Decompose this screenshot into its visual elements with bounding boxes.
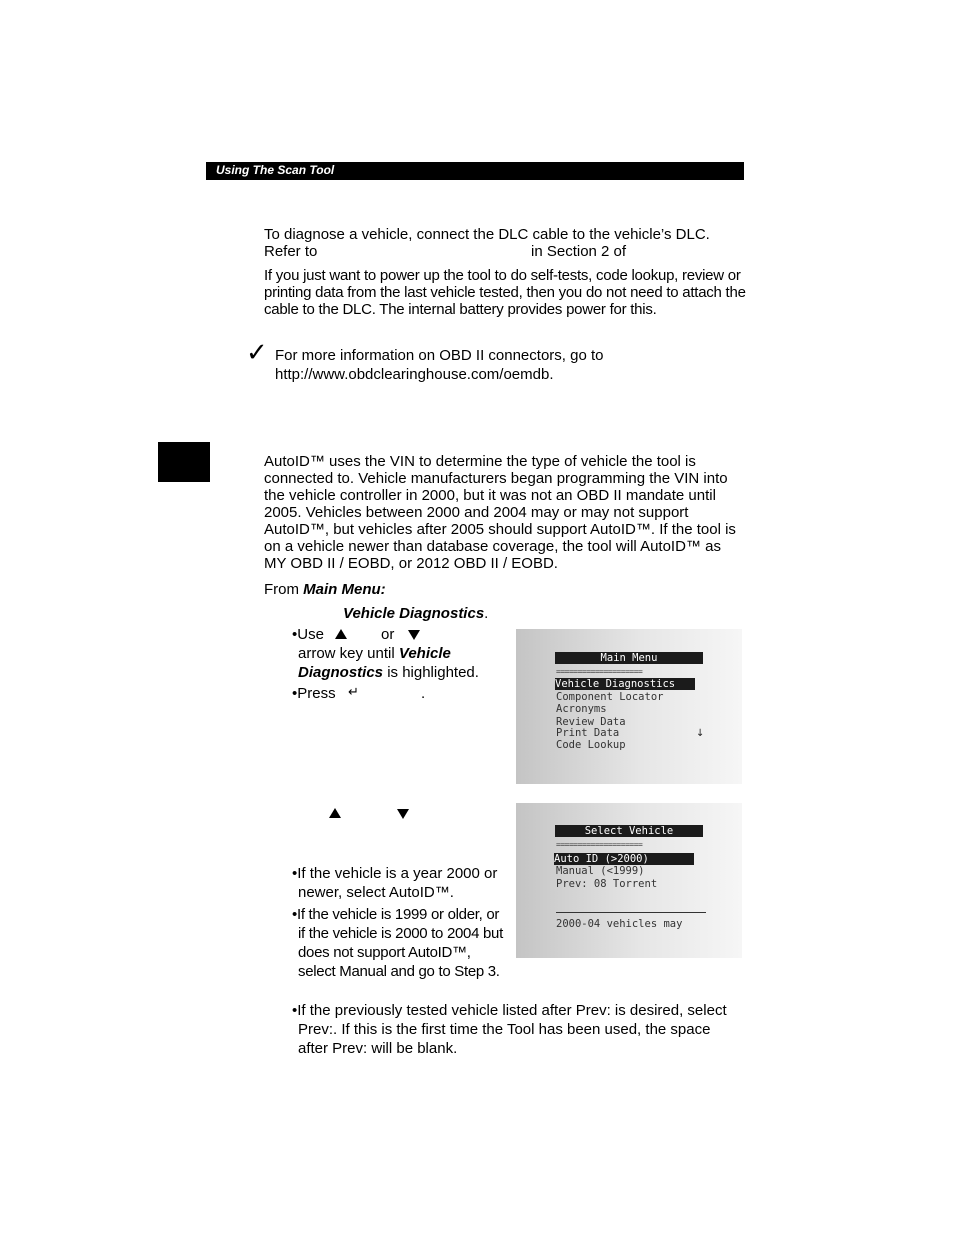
section-header-bar — [206, 162, 744, 180]
press-dot: . — [421, 685, 426, 702]
autoid-paragraph: AutoID™ uses the VIN to determine the type of vehicle the tool is connected to. Vehicle manufacturers began programming the VIN into the vehicle controller in 2000, but it was not an OBD II mandate until 2005. Vehicles between 2000 and 2004 may or may not support AutoID™, but vehicles after 2005 should support AutoID™. If the tool is on a vehicle newer than database coverage, the tool will AutoID™ as MY OBD II / EOBD, or 2012 OBD II / EOBD. — [264, 453, 736, 572]
scroll-down-icon: ↓ — [696, 728, 705, 739]
menu-item-review-data[interactable]: Review Data — [556, 716, 626, 728]
main-menu-title: Main Menu — [555, 652, 703, 664]
note-line-1: For more information on OBD II connectors, go to — [275, 347, 604, 364]
chapter-tab — [158, 442, 210, 482]
vehicle-option-prev[interactable]: Prev: 08 Torrent — [556, 878, 658, 890]
intro-paragraph-1 — [264, 226, 744, 260]
press-text: •Press — [292, 685, 336, 702]
intro-section-text: in Section 2 of — [531, 243, 627, 260]
menu-item-print-data[interactable]: Print Data — [556, 727, 620, 739]
bullet-prev: •If the previously tested vehicle listed after Prev: is desired, select Prev:. If this is the first time the Tool has been used, the space after Prev: will be blank. — [292, 1002, 727, 1057]
intro-refer-text: Refer to — [264, 243, 318, 260]
use-text: •Use — [292, 626, 324, 643]
section-header-title: Using The Scan Tool — [216, 163, 335, 177]
enter-key-icon: ↵ — [348, 685, 359, 700]
select-vehicle-footer: 2000-04 vehicles may — [556, 918, 683, 930]
up-arrow-icon — [335, 629, 347, 639]
vehicle-word: Vehicle — [398, 645, 451, 662]
select-vehicle-title: Select Vehicle — [555, 825, 703, 837]
vehicle-option-auto-id[interactable]: Auto ID (>2000) — [554, 853, 694, 865]
up-arrow-icon-2 — [329, 808, 341, 818]
step-1-dot: . — [484, 605, 489, 622]
main-menu-separator: ==================== — [556, 667, 643, 676]
down-arrow-icon-2 — [397, 809, 409, 819]
checkmark-icon: ✓ — [246, 338, 268, 368]
screen-notch — [516, 958, 550, 962]
step-1-item: Vehicle Diagnostics — [343, 605, 485, 622]
from-prefix: From — [264, 581, 304, 598]
bullet-manual: •If the vehicle is 1999 or older, or if the vehicle is 2000 to 2004 but does not support AutoID™, select Manual and go to Step 3. — [292, 906, 503, 980]
main-menu-screen — [516, 629, 742, 784]
menu-item-acronyms[interactable]: Acronyms — [556, 703, 607, 715]
intro-line-1: To diagnose a vehicle, connect the DLC cable to the vehicle’s DLC. — [264, 226, 710, 243]
main-menu-label: Main Menu: — [303, 581, 386, 598]
intro-paragraph-2: If you just want to power up the tool to do self-tests, code lookup, review or printing data from the last vehicle tested, then you do not need to attach the cable to the DLC. The internal battery provides power for this. — [264, 267, 746, 318]
from-main-menu — [264, 581, 386, 598]
footer-divider — [556, 912, 706, 913]
or-text: or — [381, 626, 395, 643]
select-vehicle-screen — [516, 803, 742, 958]
arrow-until-text: arrow key until — [298, 645, 399, 662]
note-block — [275, 346, 603, 384]
menu-item-vehicle-diagnostics[interactable]: Vehicle Diagnostics — [555, 678, 695, 690]
diagnostics-word: Diagnostics — [298, 664, 384, 681]
menu-item-code-lookup[interactable]: Code Lookup — [556, 739, 626, 751]
note-url: http://www.obdclearinghouse.com/oemdb. — [275, 366, 554, 383]
step-1-instructions — [292, 625, 507, 703]
menu-item-component-locator[interactable]: Component Locator — [556, 691, 664, 703]
step-1-title — [343, 605, 488, 622]
vehicle-option-manual[interactable]: Manual (<1999) — [556, 865, 645, 877]
highlighted-text: is highlighted. — [383, 664, 479, 681]
bullet-autoid: •If the vehicle is a year 2000 or newer, select AutoID™. — [292, 865, 498, 901]
select-vehicle-separator: ==================== — [556, 840, 643, 849]
down-arrow-icon — [408, 630, 420, 640]
